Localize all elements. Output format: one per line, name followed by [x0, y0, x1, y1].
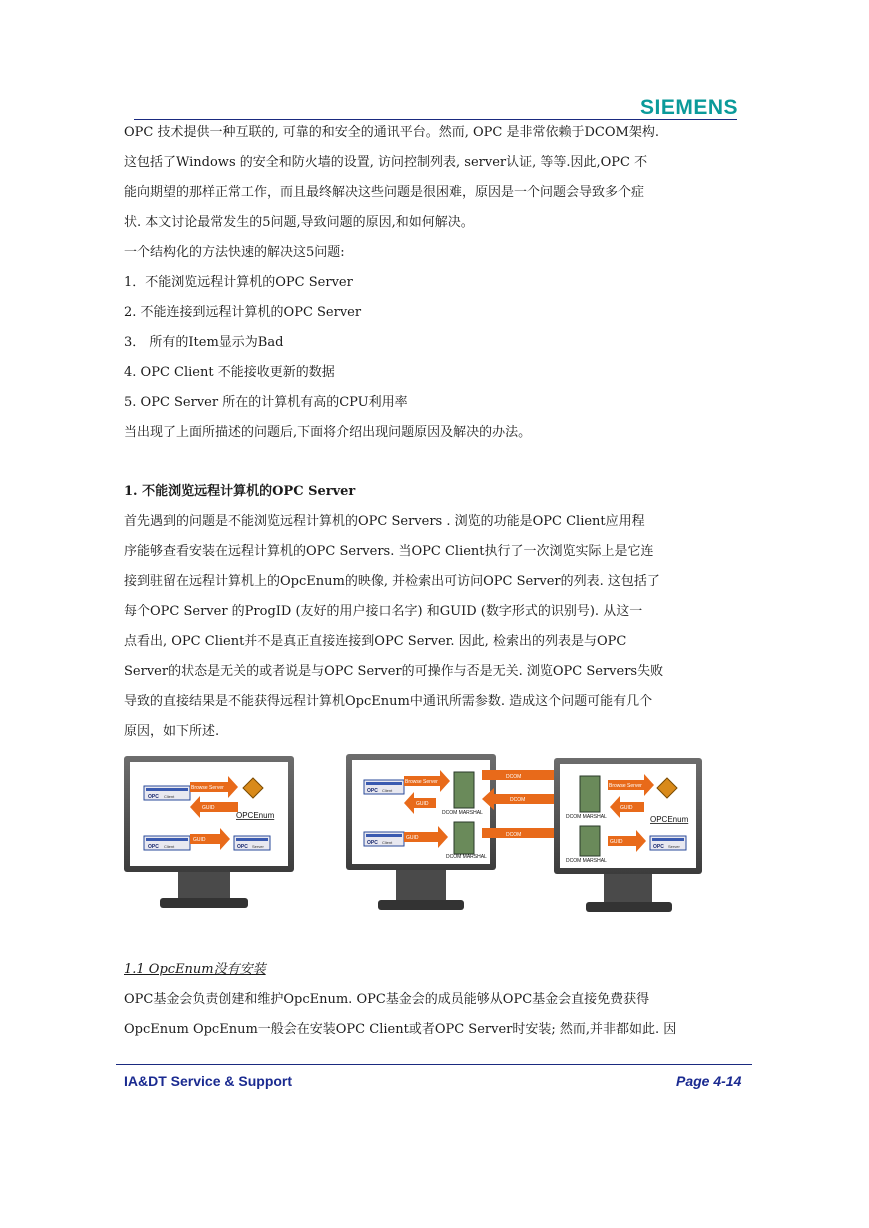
svg-text:OPC: OPC [367, 840, 378, 846]
intro-block [124, 118, 740, 448]
dcom-marshal-icon [454, 772, 474, 808]
body-line: OPC基金会负责创建和维护OpcEnum. OPC基金会的成员能够从OPC基金会直接免费获得 [124, 992, 650, 1007]
svg-text:DCOM MARSHAL: DCOM MARSHAL [566, 814, 607, 820]
svg-text:Client: Client [382, 788, 393, 793]
opc-browse-diagram [120, 752, 710, 924]
client-box [364, 832, 404, 846]
dcom-marshal-icon [580, 776, 600, 812]
opcenum-label: OPCEnum [236, 811, 275, 820]
client-label: Client [164, 794, 175, 799]
intro-line: 一个结构化的方法快速的解决这5问题: [124, 245, 345, 260]
body-line: 序能够查看安装在远程计算机的OPC Servers. 当OPC Client执行了一次浏览实际上是它连 [124, 544, 654, 559]
body-line: 点看出, OPC Client并不是真正直接连接到OPC Server. 因此, 检索出的列表是与OPC [124, 634, 627, 649]
svg-text:DCOM MARSHAL: DCOM MARSHAL [446, 854, 487, 860]
body-line: 首先遇到的问题是不能浏览远程计算机的OPC Servers . 浏览的功能是OPC Client应用程 [124, 514, 645, 529]
dcom-marshal-icon [580, 826, 600, 856]
guid-label: GUID [202, 805, 215, 811]
svg-text:Server: Server [252, 844, 264, 849]
monitor-left [124, 756, 294, 908]
svg-text:Browse Server: Browse Server [405, 779, 438, 785]
monitor-middle [346, 754, 496, 910]
siemens-logo: SIEMENS [640, 96, 739, 119]
client-box [144, 786, 190, 800]
browse-label: Browse Server [191, 785, 224, 791]
body-line: 原因，如下所述. [124, 724, 220, 739]
problem-item: 5. OPC Server 所在的计算机有高的CPU利用率 [124, 395, 408, 410]
intro-line: 状. 本文讨论最常发生的5问题,导致问题的原因,和如何解决。 [124, 215, 474, 230]
opc-label: OPC [148, 794, 159, 800]
intro-line: OPC 技术提供一种互联的, 可靠的和安全的通讯平台。然而, OPC 是非常依赖于DCOM架构. [124, 125, 659, 140]
svg-text:DCOM: DCOM [506, 832, 522, 838]
problem-item: 4. OPC Client 不能接收更新的数据 [124, 365, 335, 380]
svg-text:OPC: OPC [148, 844, 159, 850]
page-number: Page 4-14 [676, 1073, 742, 1089]
svg-text:OPC: OPC [367, 788, 378, 794]
svg-text:OPC: OPC [237, 844, 248, 850]
svg-text:GUID: GUID [193, 837, 206, 843]
server-box [234, 836, 270, 850]
body-line: 导致的直接结果是不能获得远程计算机OpcEnum中通讯所需参数. 造成这个问题可能有几个 [124, 694, 653, 709]
body-line: 接到驻留在远程计算机上的OpcEnum的映像, 并检索出可访问OPC Server的列表. 这包括了 [124, 574, 660, 589]
intro-line: 能向期望的那样正常工作，而且最终解决这些问题是很困难，原因是一个问题会导致多个症 [124, 185, 645, 200]
footer-left: IA&DT Service & Support [124, 1073, 293, 1089]
svg-text:OPCEnum: OPCEnum [650, 815, 689, 824]
intro-line: 这包括了Windows 的安全和防火墙的设置, 访问控制列表, server认证, 等等.因此,OPC 不 [124, 155, 648, 170]
problem-item: 1．不能浏览远程计算机的OPC Server [124, 275, 353, 290]
monitor-right [554, 758, 702, 912]
server-box [650, 836, 686, 850]
svg-text:Client: Client [382, 840, 393, 845]
intro-line: 当出现了上面所描述的问题后,下面将介绍出现问题原因及解决的办法。 [124, 425, 532, 440]
svg-text:GUID: GUID [620, 805, 633, 811]
body-line: Server的状态是无关的或者说是与OPC Server的可操作与否是无关. 浏览OPC Servers失败 [124, 664, 664, 679]
svg-text:DCOM: DCOM [510, 797, 526, 803]
body-line: OpcEnum OpcEnum一般会在安装OPC Client或者OPC Server时安装; 然而,并非都如此. 因 [124, 1022, 677, 1037]
svg-text:Browse Server: Browse Server [609, 783, 642, 789]
section11-block [124, 955, 740, 1045]
subsection-heading: 1.1 OpcEnum没有安装 [124, 962, 266, 977]
section-heading: 1. 不能浏览远程计算机的OPC Server [124, 484, 356, 499]
problem-item: 2. 不能连接到远程计算机的OPC Server [124, 305, 362, 320]
svg-text:GUID: GUID [406, 835, 419, 841]
dcom-marshal-icon [454, 822, 474, 854]
svg-text:GUID: GUID [610, 839, 623, 845]
client-box [144, 836, 190, 850]
client-box [364, 780, 404, 794]
svg-text:DCOM MARSHAL: DCOM MARSHAL [566, 858, 607, 864]
dcom-label: DCOM [506, 774, 522, 780]
svg-text:OPC: OPC [653, 844, 664, 850]
body-line: 每个OPC Server 的ProgID (友好的用户接口名字) 和GUID (数字形式的识别号). 从这一 [124, 604, 643, 619]
dcom-marshal-label: DCOM MARSHAL [442, 810, 483, 816]
svg-text:Client: Client [164, 844, 175, 849]
problem-item: 3． 所有的Item显示为Bad [124, 335, 284, 350]
svg-text:Server: Server [668, 844, 680, 849]
svg-text:GUID: GUID [416, 801, 429, 807]
section1-block [124, 477, 740, 747]
footer-rule [116, 1064, 752, 1065]
